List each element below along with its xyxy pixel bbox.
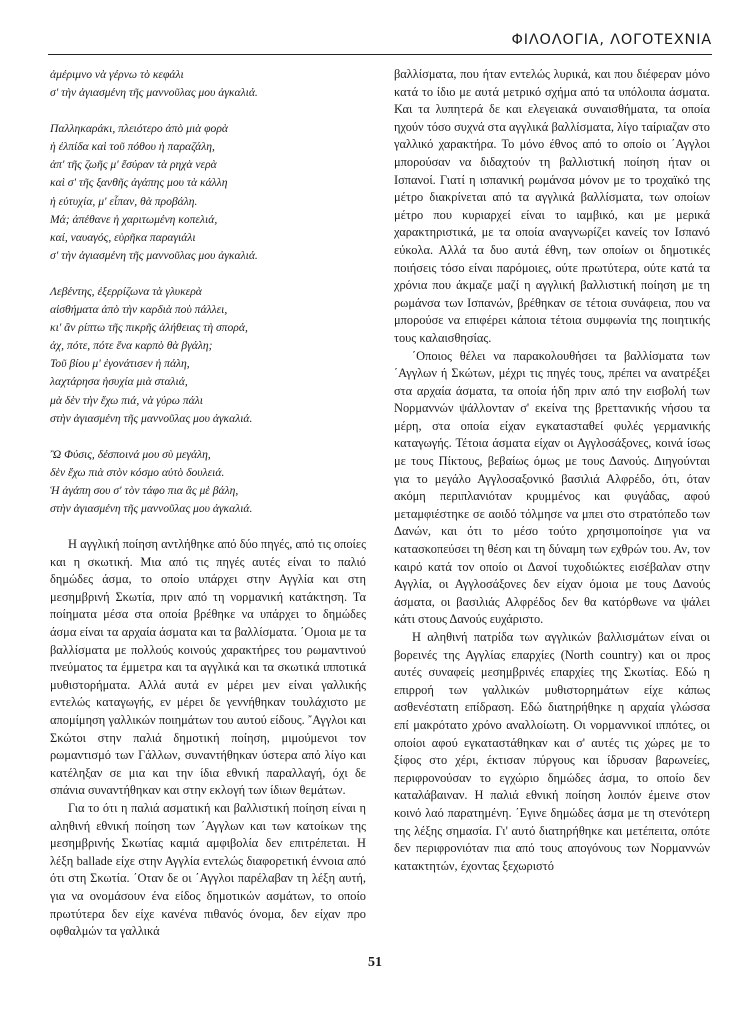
- poem-line: κι' ἂν ρίπτω τῆς πικρῆς ἀλήθειας τὴ σπορά,: [50, 321, 248, 335]
- poem-stanza: [50, 283, 366, 428]
- body-paragraph: βαλλίσματα, που ήταν εντελώς λυρικά, και που διέφεραν μόνο κατά το ίδιο με αυτά μετρικό σχήμα από τα υπόλοιπα άσματα. Και τα λυπητερά δε και ελεγειακά συναισθήματα, τα οποία ηχούν τόσο συχνά στα αγγλικά βαλλίσματα, λίγο ταίριαζαν στο γαλλικό χαρακτήρα. Το μόνο έθνος από το οποίο οι ΄Αγγλοι μπορούσαν να διδαχτούν τη βαλλιστική ποίηση ήταν οι Ισπανοί. Γιατί η ισπανική ρωμάνσα μόνον με το τροχαϊκό της μέτρο διακρίνεται από τα αγγλικά βαλλίσματα, των οποίων μέτρο που κυριαρχεί είναι το ιαμβικό, και με μερικά χαρακτηριστικά, με τα οποία αναγνωρίζει κανείς τον Ισπανό εύκολα. Αλλά τα δυο αυτά έθνη, των οποίων οι δημοτικές ποιήσεις τόσο είναι παρόμοιες, ούτε πρωτύτερα, ούτε κατά τα χρόνια που άκμαζε μαζί η αγγλική βαλλιστική ποίηση με τη ρωμάνσα των Ισπανών, βρέθηκαν σε τέτοια συνάφεια, που να μπορούσε να επιφέρει κάποια τέτοια συμφωνία της ποιητικής τους καλαισθησίας.: [394, 67, 710, 345]
- body-paragraph: Η αγγλική ποίηση αντλήθηκε από δύο πηγές, από τις οποίες και η σκωτική. Μια από τις πηγές αυτές είναι το παλιό δημώδες άσμα, το οποίο υπάρχει στην Αγγλία και στη μεσημβρινή Σκωτία, πριν από τη νορμανική κατάκτηση. Τα ποίηματα μέσα στα οποία βρέθηκε να υπάρχει το δημώδες άσμα είναι τα αρχαία άσματα και τα βαλλίσματα. ΄Ομοια με τα βαλλίσματα με πολλούς κοινούς χαρακτήρες του ρωμαντινού πνεύματος τα έμμετρα και τα αγγλικά και τα σκωτικά ιπποτικά μυθιστορήματα. Αλλά αυτά εν μέρει μεν είναι γαλλικής εντελώς καταγωγής, εν μέρει δε γεννήθηκαν τουλάχιστο με απομίμηση γαλλικών ποιημάτων του αυτού είδους. ῎Αγγλοι και Σκώτοι στην παλιά δημοτική ποίηση, μιμούμενοι τον ρωμαντισμό των Γάλλων, συναντήθηκαν ύστερα από λίγο και κατέληξαν σε μια και την ίδια εθνική παραλλαγή, όχι δε σπάνια συναντήθηκαν και στην εκλογή των ίδιων θεμάτων.: [50, 537, 366, 798]
- right-column: [394, 66, 710, 875]
- poem-line: λαχτάρησα ἡσυχία μιὰ σταλιά,: [50, 375, 188, 389]
- running-header: [48, 30, 712, 55]
- poem-line: Ἡ ἀγάπη σου σ' τὸν τάφο πια ἂς μὲ βάλη,: [50, 483, 239, 497]
- poem-line: καί, ναυαγός, εὑρῆκα παραγιάλι: [50, 230, 196, 244]
- body-paragraph: Για το ότι η παλιά ασματική και βαλλιστική ποίηση είναι η αληθινή εθνική ποίηση των ΄Αγγλων και των κατοίκων της μεσημβρινής Σκωτίας καμιά αμφιβολία δεν επιτρέπεται. Η λέξη ballade είχε στην Αγγλία εντελώς διαφορετική έννοια από ότι στη Σκωτία. ΄Οταν δε οι ΄Αγγλοι παρέλαβαν τη λέξη αυτή, για να ονομάσουν ένα είδος δημοτικών ασμάτων, το οποίο πρωτύτερα δεν είχε κανένα πιθανός όνομα, δεν είχαν προ οφθαλμών τα γαλλικά: [50, 800, 366, 939]
- poem-line: ἀμέριμνο νὰ γέρνω τὸ κεφάλι: [50, 68, 184, 81]
- poem-line: ἀπ' τῆς ζωῆς μ' ἔσύραν τὰ ρηχὰ νερὰ: [50, 158, 217, 172]
- poem-excerpt: [50, 66, 366, 518]
- poem-line: Ὢ Φύσις, δέσποινά μου σὺ μεγάλη,: [50, 447, 211, 461]
- body-paragraph: ΄Οποιος θέλει να παρακολουθήσει τα βαλλίσματα των ΄Αγγλων ή Σκώτων, μέχρι τις πηγές τους, πρέπει να ανατρέξει στα αρχαία άσματα, τα οποία ήδη πριν από την εισβολή των Νορμαννών ψάλλονταν σ' εκείνα της βρεττανικής νήσου τα μέρη, στα οποία είχαν εγκατασταθεί φυλές γερμανικής καταγωγής. Τέτοια άσματα είχαν οι Αγγλοσάξονες, κοινά ίσως με τους Πίκτους, βεβαίως όμως με τους Δανούς. Διηγούνται για το μεγάλο Αγγλοσαξονικό βασιλιά Αλφρέδο, ότι, όταν ακόμη περιπλανιόταν κρυμμένος και φυγάδας, αφού μεταμφιέστηκε σε αοιδό τόλμησε να μπει στο στρατόπεδο των Δανών, και ότι το μέσο τούτο χρησιμοποίησε για να κατασκοπεύσει τη θέση και τη δύναμη των εχθρών του. Αν, τον καιρό κατά τον οποίο οι Δανοί τυχοδιώκτες εισέβαλαν στην Αγγλία, οι Αγγλοσάξονες δεν είχαν όμοια με τους Δανούς άσματα, οι βασιλιάς Αλφρέδος δεν θα κατόρθωνε να ψάλει κάτι στους Δανούς ευχάριστο.: [394, 348, 710, 627]
- poem-line: ἡ εὐτυχία, μ' εἶπαν, θὰ προβάλη.: [50, 194, 198, 208]
- poem-stanza: [50, 120, 366, 265]
- poem-stanza: [50, 66, 366, 102]
- body-paragraph: Η αληθινή πατρίδα των αγγλικών βαλλισμάτων είναι οι βορεινές της Αγγλίας επαρχίες (North country) και οι προς αυτές συναφείς μεσημβρινές επαρχίες της Σκωτίας. Εδώ η επιρροή των γαλλικών μυθιστορημάτων είχε κάπως ασθενέστατη επίδραση. Εδώ διατηρήθηκε η αρχαία γλώσσα επί μακρότατο χρόνο αναλλοίωτη. Οι νορμαννικοί ιππότες, οι οποίοι αφού εγκαταστάθηκαν και σ' αυτές τις χώρες με το ξίφος στο χέρι, έκτισαν πύργους και ίδρυσαν βαρωνείες, περιφρονούσαν το εγχώριο δημώδες άσμα, το οποίο δεν καταλάβαιναν. Η παλιά εθνική ποίηση λοιπόν έμεινε στον κοινό λαό παρατημένη. ΄Εγινε δημώδες άσμα με τη στενότερη της λέξης σημασία. Γι' αυτό διατηρήθηκε και μετέπειτα, οπότε δεν περιφρονιόταν πια από τους απογόνους των Νορμαννών κατακτητών, έχοντας ξεχωριστό: [394, 630, 710, 873]
- poem-line: ἀχ, πότε, πότε ἕνα καρπὸ θὰ βγάλη;: [50, 339, 213, 353]
- poem-line: καὶ σ' τῆς ξανθῆς ἀγάπης μου τὰ κάλλη: [50, 176, 228, 190]
- poem-line: στὴν ἁγιασμένη τῆς μαννοῦλας μου ἀγκαλιά.: [50, 411, 253, 425]
- section-title: ΦΙΛΟΛΟΓΙΑ, ΛΟΓΟΤΕΧΝΙΑ: [511, 32, 712, 48]
- poem-line: μὰ δὲν τὴν ἔχω πιά, νὰ γύρω πάλι: [50, 393, 203, 407]
- poem-line: Τοῦ βίου μ' ἐγονάτισεν ἡ πάλη,: [50, 357, 190, 371]
- poem-line: Λεβέντης, ἐξερρίζωνα τὰ γλυκερὰ: [50, 284, 202, 298]
- page-number: 51: [368, 955, 382, 970]
- poem-line: στὴν ἁγιασμένη τῆς μαννοῦλας μου ἀγκαλιά.: [50, 501, 253, 515]
- poem-line: Μά; ἀπέθανε ἡ χαριτωμένη κοπελιά,: [50, 212, 218, 226]
- poem-line: σ' τὴν ἁγιασμένη τῆς μαννοῦλας μου ἀγκαλιά.: [50, 248, 258, 262]
- poem-line: δὲν ἔχω πιὰ στὸν κόσμο αὐτὸ δουλειά.: [50, 465, 225, 479]
- poem-line: ἡ ἐλπίδα καὶ τοῦ πόθου ἡ παραζάλη,: [50, 140, 215, 154]
- poem-line: σ' τὴν ἁγιασμένη τῆς μαννοῦλας μου ἀγκαλιά.: [50, 86, 258, 100]
- poem-stanza: [50, 446, 366, 518]
- left-column: [50, 66, 366, 941]
- poem-line: Παλληκαράκι, πλειότερο ἀπὸ μιὰ φορὰ: [50, 122, 229, 136]
- poem-line: αἰσθήματα ἀπὸ τὴν καρδιὰ ποὺ πάλλει,: [50, 303, 228, 317]
